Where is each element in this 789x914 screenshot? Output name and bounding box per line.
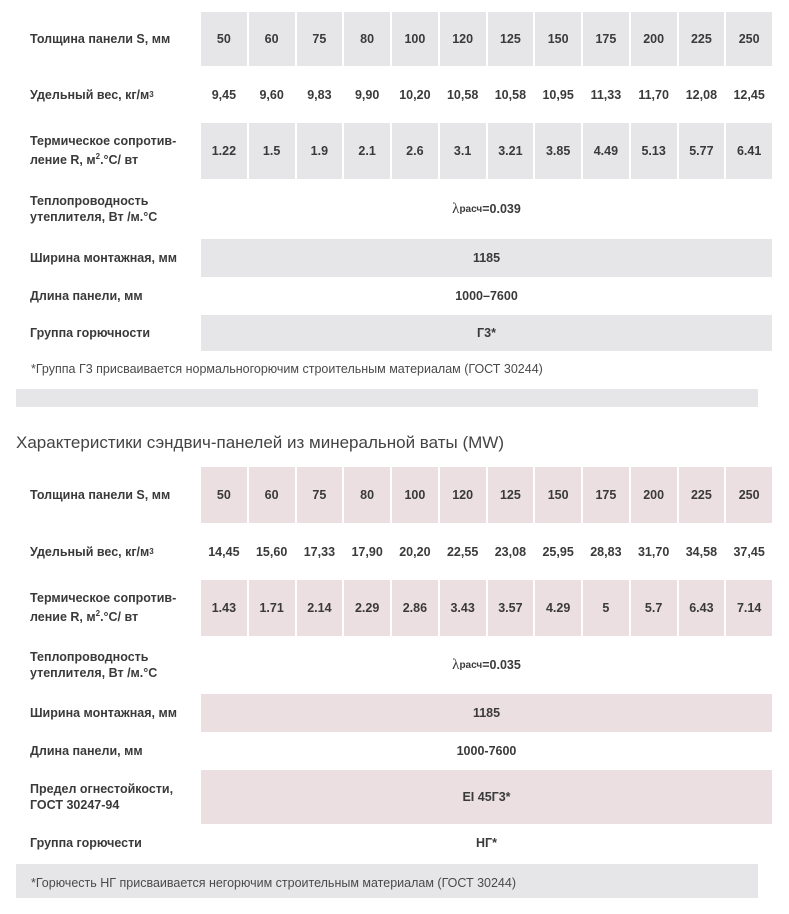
weight-cell: 10,58 <box>446 87 479 102</box>
length-label: Длина панели, мм <box>30 744 143 758</box>
table-eps <box>16 12 765 351</box>
conductivity-label: Теплопроводность утеплителя, Вт /м.°С <box>30 650 158 680</box>
weight-cell: 23,08 <box>494 544 527 559</box>
flammability-label: Группа горючности <box>30 326 151 340</box>
resistance-label: Термическое сопротив- ление R, $м^2.^\circ С/$ вт <box>30 591 177 625</box>
weight-cell: 17,90 <box>351 544 383 559</box>
thickness-cell: 225 <box>679 12 725 66</box>
weight-cell: 10,95 <box>542 87 574 102</box>
conductivity-label: Теплопроводность утеплителя, Вт /м.°С <box>30 194 158 224</box>
thickness-cell: 175 <box>583 12 629 66</box>
thickness-cell: 60 <box>249 467 295 523</box>
resistance-cell: 6.43 <box>679 580 725 636</box>
width-label: Ширина монтажная, мм <box>30 706 177 720</box>
width-value: 1185 <box>201 239 772 277</box>
resistance-cell: 1.43 <box>201 580 247 636</box>
flammability-label: Группа горючести <box>30 836 142 850</box>
weight-cell: 37,45 <box>733 544 765 559</box>
resistance-cell: 3.1 <box>440 123 486 179</box>
thickness-cell: 250 <box>726 467 772 523</box>
length-value: 1000-7600 <box>456 744 517 758</box>
thickness-cell: 150 <box>535 12 581 66</box>
section-title: Характеристики сэндвич-панелей из минеральной ваты (MW) <box>16 433 504 452</box>
thickness-label: Толщина панели S, мм <box>30 488 171 502</box>
thickness-label: Толщина панели S, мм <box>30 32 171 46</box>
resistance-cell: 6.41 <box>726 123 772 179</box>
resistance-cell: 2.14 <box>297 580 343 636</box>
table-mw <box>16 467 765 862</box>
weight-cell: 20,20 <box>399 544 431 559</box>
weight-label: Удельный вес, кг/м 3 <box>30 544 154 559</box>
thickness-cell: 100 <box>392 12 438 66</box>
thickness-cell: 125 <box>488 467 534 523</box>
weight-cell: 10,20 <box>399 87 431 102</box>
weight-cell: 34,58 <box>685 544 718 559</box>
resistance-cell: 5.13 <box>631 123 677 179</box>
resistance-cell: 2.86 <box>392 580 438 636</box>
resistance-cell: 1.22 <box>201 123 247 179</box>
flammability-value: НГ* <box>476 836 497 850</box>
thickness-cell: 75 <box>297 12 343 66</box>
weight-cell: 12,45 <box>733 87 765 102</box>
resistance-cell: 2.6 <box>392 123 438 179</box>
resistance-cell: 3.43 <box>440 580 486 636</box>
length-value: 1000–7600 <box>455 289 518 303</box>
weight-label: Удельный вес, кг/м 3 <box>30 87 154 102</box>
weight-cell: 9,45 <box>211 87 237 102</box>
thickness-cell: 120 <box>440 12 486 66</box>
resistance-cell: 4.29 <box>535 580 581 636</box>
thickness-cell: 80 <box>344 467 390 523</box>
weight-cell: 14,45 <box>208 544 240 559</box>
thickness-cell: 250 <box>726 12 772 66</box>
weight-cell: 22,55 <box>446 544 479 559</box>
resistance-cell: 5.7 <box>631 580 677 636</box>
thickness-cell: 200 <box>631 467 677 523</box>
weight-cell: 12,08 <box>685 87 718 102</box>
weight-cell: 10,58 <box>494 87 527 102</box>
weight-cell: 28,83 <box>590 544 622 559</box>
resistance-cell: 3.21 <box>488 123 534 179</box>
thickness-cell: 200 <box>631 12 677 66</box>
length-label: Длина панели, мм <box>30 289 143 303</box>
width-label: Ширина монтажная, мм <box>30 251 177 265</box>
fire-resistance-value: EI 45Г3* <box>201 770 772 824</box>
weight-cell: 11,33 <box>590 87 622 102</box>
resistance-cell: 2.1 <box>344 123 390 179</box>
fire-resistance-label: Предел огнестойкости, ГОСТ 30247-94 <box>30 782 174 812</box>
thickness-cell: 80 <box>344 12 390 66</box>
weight-cell: 15,60 <box>255 544 288 559</box>
weight-cell: 31,70 <box>637 544 670 559</box>
thickness-cell: 50 <box>201 12 247 66</box>
thickness-cell: 50 <box>201 467 247 523</box>
flammability-value: Г3* <box>201 315 772 351</box>
thickness-cell: 120 <box>440 467 486 523</box>
resistance-cell: 5 <box>583 580 629 636</box>
conductivity-value: λ расч =0.039 <box>452 200 521 217</box>
thickness-cell: 125 <box>488 12 534 66</box>
separator-bar <box>16 389 758 407</box>
weight-cell: 9,90 <box>354 87 380 102</box>
thickness-cell: 75 <box>297 467 343 523</box>
resistance-cell: 4.49 <box>583 123 629 179</box>
resistance-cell: 1.9 <box>297 123 343 179</box>
thickness-cell: 175 <box>583 467 629 523</box>
thickness-cell: 225 <box>679 467 725 523</box>
conductivity-value: λ расч =0.035 <box>452 656 521 673</box>
weight-cell: 9,83 <box>307 87 332 102</box>
resistance-cell: 7.14 <box>726 580 772 636</box>
resistance-cell: 2.29 <box>344 580 390 636</box>
footnote-1: *Группа Г3 присваивается нормальногорючим строительным материалам (ГОСТ 30244) <box>31 362 543 376</box>
resistance-cell: 5.77 <box>679 123 725 179</box>
weight-cell: 11,70 <box>638 87 669 102</box>
resistance-cell: 3.85 <box>535 123 581 179</box>
width-value: 1185 <box>201 694 772 732</box>
thickness-cell: 100 <box>392 467 438 523</box>
weight-cell: 9,60 <box>259 87 284 102</box>
resistance-cell: 1.5 <box>249 123 295 179</box>
thickness-cell: 60 <box>249 12 295 66</box>
resistance-cell: 3.57 <box>488 580 534 636</box>
footnote-2: *Горючесть НГ присваивается негорючим строительным материалам (ГОСТ 30244) <box>31 876 516 890</box>
resistance-label: Термическое сопротив- ление R, $м^2.^\circ С/$ вт <box>30 134 177 168</box>
weight-cell: 25,95 <box>542 544 574 559</box>
resistance-cell: 1.71 <box>249 580 295 636</box>
thickness-cell: 150 <box>535 467 581 523</box>
weight-cell: 17,33 <box>303 544 336 559</box>
